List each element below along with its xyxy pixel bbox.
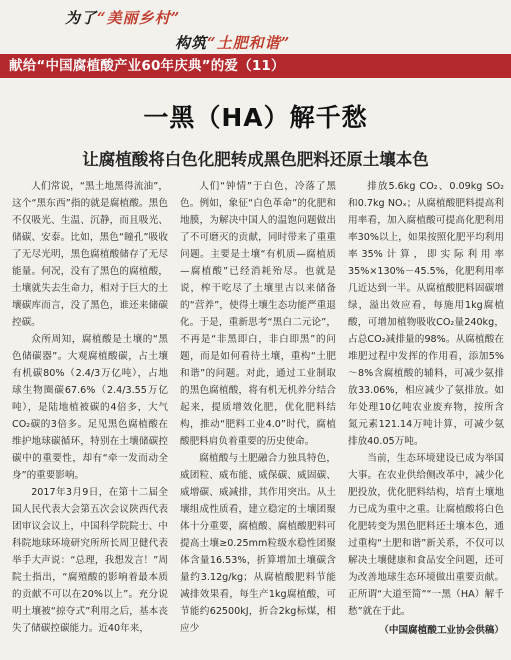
article-column-3 [348,178,504,639]
article-column-1 [12,178,168,637]
paragraph: 众所周知，腐植酸是土壤的“黑色储碳器”。大观腐植酸碳，占土壤有机碳80%（2.4/3万亿吨），占地球生物圈碳67.6%（2.4/3.55万亿吨），是陆地植被碳的4倍多，大气CO₂碳的3倍多。足见黑色腐植酸在维护地球碳循环，特别在土壤储碳控碳中的重要性，却有“牵一发而动全身”的重要影响。 [12,334,168,481]
slogan-2-prefix: 构筑 [175,34,208,52]
series-banner: 献给“中国腐植酸产业60年庆典”的爱（11） [0,54,511,78]
paragraph: 人们常说，“黑土地黑得流油”，这个“黑东西”指的就是腐植酸。黑色不仅吸光、生温、沉静，而且吸光、储碳、安泰。比如，黑色“瞳孔”吸收了无尽光明，黑色腐植酸储存了无尽能量。何况，没有了黑色的腐植酸，土壤就失去生命力，相对于巨大的土壤碳库而言，没了黑色，谁还来储碳控碳。 [12,181,168,328]
column-header [0,0,511,80]
paragraph: 腐植酸与土肥融合力独具特色，威团粒、威布能、威保碳、威固碳、威增碳、威减排，其作用突出。从土壤组成性质看，建立稳定的土壤团聚体十分重要，腐植酸、腐植酸肥料可提高土壤≥0.25mm粒级水稳性团聚体含量16.53%，折算增加土壤碳含量约3.12g/kg；从腐植酸肥料节能减排效果看，每生产1kg腐植酸，可节能约62500kJ，折合2kg标煤，相应少 [180,453,336,634]
paragraph: 人们“钟情”于白色，冷落了黑色。例如，象征“白色革命”的化肥和地膜，为解决中国人的温饱问题做出了不可磨灭的贡献，同时带来了重重问题。主要是土壤“有机质—腐植质—腐植酸”已经消耗殆尽。也就是说，榨干吃尽了土壤里古以来储备的“营养”，使得土壤生态功能严重退化。于是，重新思考“黑白二元论”，不再是“非黑即白，非白即黑”的问题，而是如何看待土壤，重构“土肥和谐”的问题。对此，通过工业制取的黑色腐植酸，将有机无机养分结合起来，提质增效化肥，优化肥料结构，推动“肥料工业4.0”时代，腐植酸肥料肩负着重要的历史使命。 [180,181,336,447]
paragraph: 排放5.6kg CO₂、0.09kg SO₂和0.7kg NOₓ；从腐植酸肥料提高利用率看，加入腐植酸可提高化肥利用率30%以上，如果按照化肥平均利用率35%计算，即实际利用率35%×130%－45.5%，化肥利用率几近达到一半。从腐植酸肥料固碳增绿，溢出效应看，每施用1kg腐植酸，可增加植物吸收CO₂量240kg，占总CO₂减排量的98%。从腐植酸在堆肥过程中发挥的作用看，添加5%～8%含腐植酸的辅料，可减少氨排放33.06%，相应减少了氨排放。如年处理10亿吨农业废弃物，按所含氮元素121.14万吨计算，可减少氨排放40.05万吨。 [348,181,504,447]
slogan-line-1 [65,7,180,28]
article-subtitle: 让腐植酸将白色化肥转成黑色肥料还原土壤本色 [82,150,429,169]
slogan-1-highlight: “美丽乡村” [97,9,181,27]
article-column-2 [180,178,336,637]
slogan-2-highlight: “土肥和谐” [207,34,291,52]
source-attribution: （中国腐植酸工业协会供稿） [379,625,504,636]
paragraph: 2017年3月9日，在第十二届全国人民代表大会第五次会议陕西代表团审议会议上，中国科学院院士、中科院地球环境研究所所长周卫健代表举手大声说：“总理，我想发言！”周院士指出，“腐殖酸的影响着最本质的贡献不可以在20%以上”。充分说明土壤被“掠夺式”利用之后，基本丧失了储碳控碳能力。近40年来， [12,487,168,634]
paragraph: 当前，生态环境建设已成为举国大事。在农业供给侧改革中，减少化肥投放，优化肥料结构，培育土壤地力已成为重中之重。让腐植酸将白色化肥转变为黑色肥料还土壤本色，通过重构“土肥和谐”新关系，不仅可以解决土壤健康和食品安全问题，还可为改善地球生态环境做出重要贡献。正所谓“大道至简”“一黑（HA）解千愁”就在于此。 [348,453,504,617]
slogan-1-prefix: 为了 [65,9,98,27]
article-title: 一黑（HA）解千愁 [143,103,368,132]
slogan-line-2 [175,32,290,53]
